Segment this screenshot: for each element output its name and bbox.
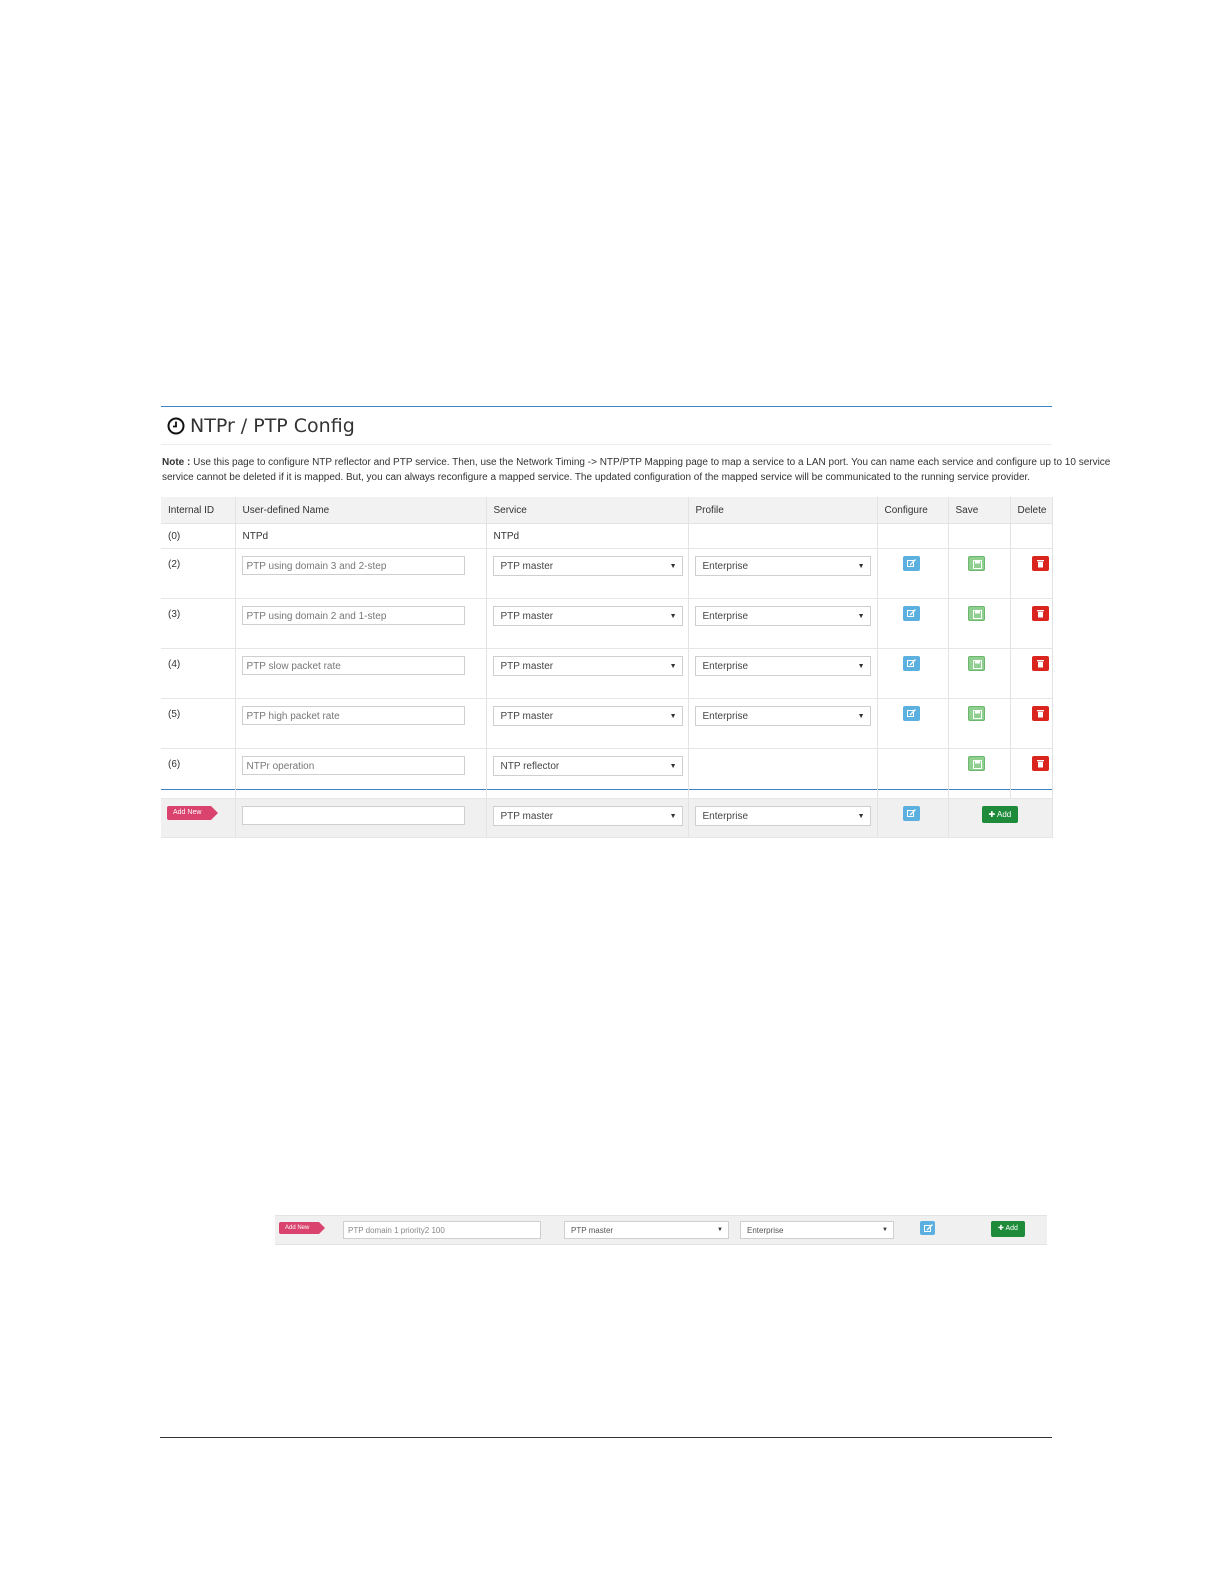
configure-button[interactable] — [903, 656, 920, 671]
save-button[interactable] — [968, 756, 985, 771]
caret-down-icon: ▼ — [857, 563, 865, 570]
delete-button[interactable] — [1032, 656, 1049, 671]
caret-down-icon: ▼ — [857, 713, 865, 720]
note-label: Note : — [162, 457, 191, 468]
trash-icon — [1036, 559, 1045, 568]
service-select[interactable] — [493, 556, 683, 576]
new-service-select[interactable] — [493, 806, 683, 826]
panel-header — [161, 407, 1052, 445]
configure-empty-cell — [877, 749, 948, 799]
floppy-icon — [973, 560, 982, 569]
cell-name: NTPd — [235, 524, 486, 549]
col-save: Save — [948, 497, 1010, 524]
profile-select[interactable] — [695, 706, 871, 726]
plus-icon: ✚ — [988, 810, 996, 819]
profile-value: Enterprise — [702, 661, 749, 672]
caret-down-icon: ▼ — [717, 1227, 723, 1233]
service-select[interactable] — [493, 656, 683, 676]
cell-id: (2) — [161, 549, 235, 599]
name-input[interactable]: PTP slow packet rate — [242, 656, 465, 675]
delete-button[interactable] — [1032, 756, 1049, 771]
new-name-input[interactable]: PTP domain 1 priority2 100 — [343, 1221, 541, 1239]
table-row — [161, 749, 1052, 799]
name-input[interactable]: NTPr operation — [242, 756, 465, 775]
save-button[interactable] — [968, 556, 985, 571]
profile-value: Enterprise — [702, 561, 749, 572]
caret-down-icon: ▼ — [669, 563, 677, 570]
name-input[interactable]: PTP using domain 3 and 2-step — [242, 556, 465, 575]
add-new-row — [161, 799, 1052, 838]
service-value: PTP master — [500, 561, 554, 572]
caret-down-icon: ▼ — [669, 713, 677, 720]
save-button[interactable] — [968, 656, 985, 671]
table-row — [161, 549, 1052, 599]
caret-down-icon: ▼ — [669, 663, 677, 670]
configure-button[interactable] — [920, 1221, 935, 1235]
add-button[interactable] — [991, 1221, 1025, 1237]
service-select[interactable] — [493, 706, 683, 726]
service-value: PTP master — [500, 811, 554, 822]
profile-value: Enterprise — [747, 1226, 784, 1235]
cell-id: (0) — [161, 524, 235, 549]
profile-select[interactable] — [695, 556, 871, 576]
note-line-2: service cannot be deleted if it is mapped. But, you can always reconfigure a mapped service. The updated configuration of the mapped service will be communicated to the running service provider. — [162, 472, 1031, 483]
edit-icon — [907, 659, 916, 668]
save-button[interactable] — [968, 606, 985, 621]
col-user-defined-name[interactable]: User-defined Name — [235, 497, 486, 524]
trash-icon — [1036, 609, 1045, 618]
services-table-wrap — [161, 497, 1052, 838]
trash-icon — [1036, 659, 1045, 668]
col-delete: Delete — [1010, 497, 1052, 524]
add-button[interactable] — [982, 806, 1019, 823]
add-new-row-example — [275, 1215, 1047, 1245]
table-row — [161, 649, 1052, 699]
table-row-ntpd — [161, 524, 1052, 549]
profile-value: Enterprise — [702, 611, 749, 622]
floppy-icon — [973, 610, 982, 619]
trash-icon — [1036, 709, 1045, 718]
service-value: PTP master — [571, 1226, 614, 1235]
delete-button[interactable] — [1032, 606, 1049, 621]
caret-down-icon: ▼ — [669, 613, 677, 620]
floppy-icon — [973, 710, 982, 719]
service-value: PTP master — [500, 611, 554, 622]
ntp-ptp-config-panel — [161, 406, 1111, 822]
save-button[interactable] — [968, 706, 985, 721]
services-table — [161, 497, 1053, 838]
name-input[interactable]: PTP high packet rate — [242, 706, 465, 725]
note-text — [162, 455, 1162, 485]
edit-icon — [907, 559, 916, 568]
edit-icon — [907, 709, 916, 718]
service-select[interactable] — [493, 756, 683, 776]
new-name-input[interactable] — [242, 806, 465, 825]
add-new-tag: Add New — [167, 806, 211, 820]
cell-id: (5) — [161, 699, 235, 749]
new-service-select[interactable] — [564, 1221, 729, 1239]
service-value: PTP master — [500, 661, 554, 672]
service-value: PTP master — [500, 711, 554, 722]
profile-select[interactable] — [695, 656, 871, 676]
delete-button[interactable] — [1032, 556, 1049, 571]
profile-value: Enterprise — [702, 811, 749, 822]
new-profile-select[interactable] — [740, 1221, 894, 1239]
edit-icon — [924, 1224, 933, 1233]
footer-divider — [160, 1437, 1052, 1438]
service-select[interactable] — [493, 606, 683, 626]
caret-down-icon: ▼ — [882, 1227, 888, 1233]
caret-down-icon: ▼ — [857, 613, 865, 620]
col-profile[interactable]: Profile — [688, 497, 877, 524]
floppy-icon — [973, 760, 982, 769]
configure-button[interactable] — [903, 706, 920, 721]
name-input[interactable]: PTP using domain 2 and 1-step — [242, 606, 465, 625]
profile-value: Enterprise — [702, 711, 749, 722]
edit-icon — [907, 609, 916, 618]
note-line-1: Use this page to configure NTP reflector and PTP service. Then, use the Network Timing -> NTP/PTP Mapping page to map a service to a LAN port. You can name each service and configure up to 10 service — [193, 457, 1111, 468]
configure-button[interactable] — [903, 556, 920, 571]
caret-down-icon: ▼ — [857, 663, 865, 670]
add-button-label: Add — [996, 810, 1012, 819]
cell-id: (4) — [161, 649, 235, 699]
caret-down-icon: ▼ — [857, 813, 865, 820]
cell-id: (3) — [161, 599, 235, 649]
profile-select[interactable] — [695, 606, 871, 626]
delete-button[interactable] — [1032, 706, 1049, 721]
add-button-label: Add — [1005, 1225, 1018, 1232]
table-row — [161, 599, 1052, 649]
col-internal-id[interactable]: Internal ID — [161, 497, 235, 524]
col-service[interactable]: Service — [486, 497, 688, 524]
edit-icon — [907, 809, 916, 818]
cell-service: NTPd — [486, 524, 688, 549]
caret-down-icon: ▼ — [669, 813, 677, 820]
trash-icon — [1036, 759, 1045, 768]
table-row — [161, 699, 1052, 749]
col-configure: Configure — [877, 497, 948, 524]
table-header-row — [161, 497, 1052, 524]
new-profile-select[interactable] — [695, 806, 871, 826]
add-new-tag: Add New — [279, 1222, 319, 1234]
clock-icon — [167, 417, 185, 435]
cell-id: (6) — [161, 749, 235, 799]
profile-empty-cell — [688, 749, 877, 799]
floppy-icon — [973, 660, 982, 669]
page-title: NTPr / PTP Config — [190, 414, 355, 437]
configure-button[interactable] — [903, 606, 920, 621]
configure-button[interactable] — [903, 806, 920, 821]
caret-down-icon: ▼ — [669, 763, 677, 770]
service-value: NTP reflector — [500, 761, 560, 772]
plus-icon: ✚ — [998, 1225, 1004, 1232]
